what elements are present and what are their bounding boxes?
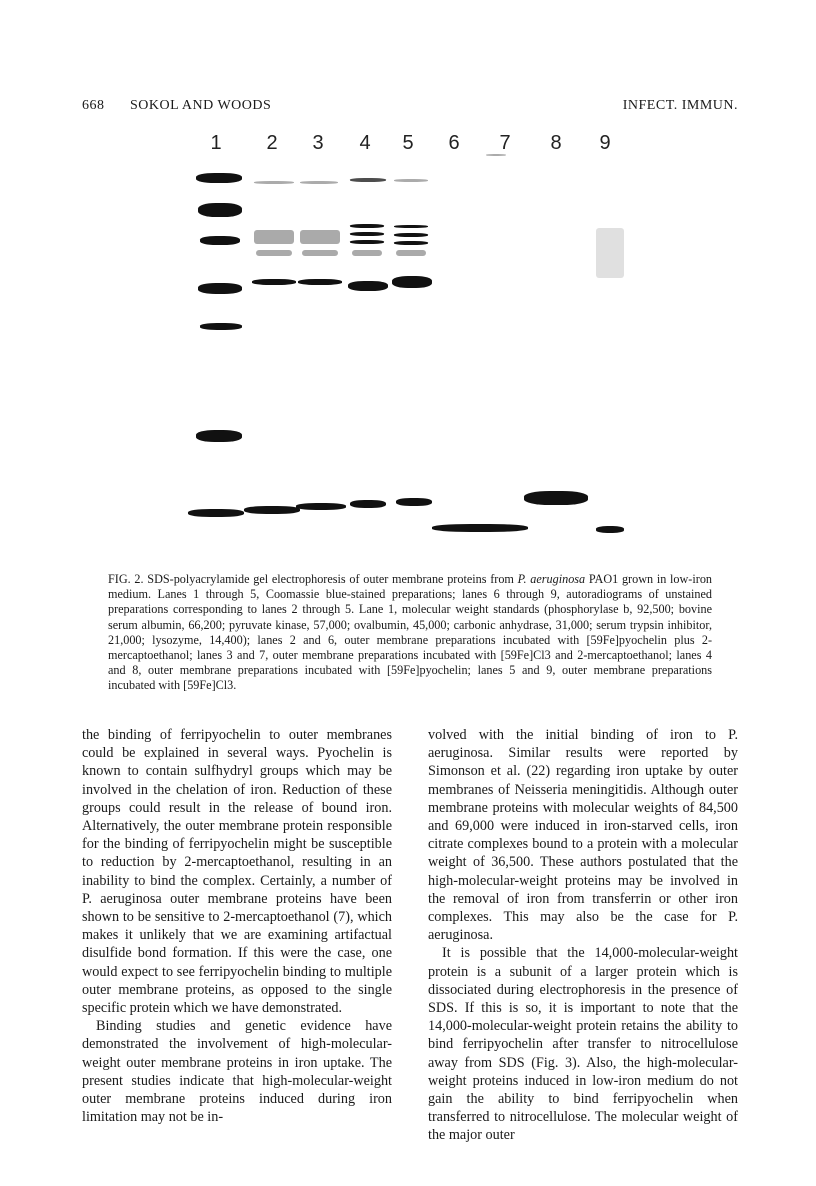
lane-label-3: 3 xyxy=(312,132,324,154)
caption-label: FIG. 2. xyxy=(108,572,144,586)
lane3-band xyxy=(300,230,340,244)
lane3-band xyxy=(298,279,342,285)
lane3-band xyxy=(302,250,338,256)
lane1-band xyxy=(198,203,242,217)
lane5-band xyxy=(394,225,428,228)
figure-caption xyxy=(108,572,712,694)
lane2-band xyxy=(252,279,296,285)
gel-figure xyxy=(180,128,640,548)
running-authors: SOKOL AND WOODS xyxy=(130,98,272,113)
lane1-band xyxy=(196,430,242,442)
lane4-band xyxy=(352,250,382,256)
lane7-band xyxy=(486,154,506,156)
lane2-band xyxy=(256,250,292,256)
lane2-band xyxy=(244,506,300,514)
lane5-band xyxy=(396,250,426,256)
lane1-band xyxy=(198,283,242,294)
lane4-band xyxy=(348,281,388,291)
lane8-band xyxy=(524,491,588,505)
lane1-band xyxy=(200,236,240,245)
lane3-band xyxy=(300,181,338,184)
right-column xyxy=(428,726,738,1145)
left-column xyxy=(82,726,392,1126)
lane4-band xyxy=(350,500,386,508)
lane4-band xyxy=(350,178,386,182)
lane9-band xyxy=(596,228,624,278)
body-paragraph: volved with the initial binding of iron to P. aeruginosa. Similar results were reported by Simonson et al. (22) regarding iron uptake by outer membranes of Neisseria meningitidis. Although outer membrane proteins with molecular weights of 84,500 and 69,000 were induced in iron-starved cells, iron citrate complexes bound to a protein with a molecular weight of 36,500. These authors postulated that the high-molecular-weight proteins may be involved in the removal of iron from transferrin or other iron complexes. This may also be the case for P. aeruginosa. xyxy=(428,727,738,944)
lane1-band xyxy=(188,509,244,517)
lane3-band xyxy=(296,503,346,510)
lane5-band xyxy=(394,179,428,182)
lane4-band xyxy=(350,224,384,228)
body-paragraph: Binding studies and genetic evidence have demonstrated the involvement of high-molecular-weight outer membrane proteins in iron uptake. The present studies indicate that high-molecular-weight outer membrane proteins induced during iron limitation may not be in- xyxy=(82,1018,392,1126)
lane-label-8: 8 xyxy=(550,132,562,154)
lane-label-1: 1 xyxy=(210,132,222,154)
lane2-band xyxy=(254,181,294,184)
lane4-band xyxy=(350,232,384,236)
body-paragraph: It is possible that the 14,000-molecular-weight protein is a subunit of a larger protein which is dissociated during electrophoresis in the presence of SDS. If this is so, it is important to note that the 14,000-molecular-weight protein retains the ability to bind ferripyochelin after transfer to nitrocellulose away from SDS (Fig. 3). Also, the high-molecular-weight proteins induced in low-iron medium do not gain the ability to bind ferripyochelin when transferred to nitrocellulose. The molecular weight of the major outer xyxy=(428,945,738,1144)
body-paragraph: the binding of ferripyochelin to outer membranes could be explained in several ways. Pyochelin is known to contain sulfhydryl groups which may be involved in the chelation of iron. Reduction of these groups could result in the release of bound iron. Alternatively, the outer membrane protein responsible for the binding of ferripyochelin might be susceptible to reduction by 2-mercaptoethanol, resulting in an inability to bind the complex. Certainly, a number of P. aeruginosa outer membrane proteins have been shown to be sensitive to 2-mercaptoethanol (7), which makes it unlikely that we are examining artifactual disulfide bond formation. If this were the case, one would expect to see ferripyochelin binding to multiple outer membrane proteins, as opposed to the single specific protein which we have demonstrated. xyxy=(82,727,392,1017)
lane-label-4: 4 xyxy=(359,132,371,154)
page-number: 668 xyxy=(82,98,105,113)
journal-name: INFECT. IMMUN. xyxy=(622,98,738,113)
lane4-band xyxy=(350,240,384,244)
lane-label-7: 7 xyxy=(499,132,511,154)
lane5-band xyxy=(394,233,428,237)
lane2-band xyxy=(254,230,294,244)
lane1-band xyxy=(200,323,242,330)
running-header xyxy=(82,98,738,118)
caption-text-after-italic: PAO1 grown in low-iron medium. Lanes 1 through 5, Coomassie blue-stained preparations; lanes 6 through 9, autoradiograms of unstained preparations corresponding to lanes 2 through 5. Lane 1, molecular weight standards (phosphorylase b, 92,500; bovine serum albumin, 66,200; pyruvate kinase, 57,000; ovalbumin, 45,000; carbonic anhydrase, 31,000; serum trypsin inhibitor, 21,000; lysozyme, 14,400); lanes 2 and 6, outer membrane preparations incubated with [59Fe]pyochelin plus 2-mercaptoethanol; lanes 3 and 7, outer membrane preparations incubated with [59Fe]Cl3 and 2-mercaptoethanol; lanes 4 and 8, outer membrane preparations incubated with [59Fe]pyochelin; lanes 5 and 9, outer membrane preparations incubated with [59Fe]Cl3. xyxy=(108,572,713,693)
lane5-band xyxy=(392,276,432,288)
caption-organism: P. aeruginosa xyxy=(517,572,586,586)
lane-label-6: 6 xyxy=(448,132,460,154)
lane-label-5: 5 xyxy=(402,132,414,154)
lane1-band xyxy=(196,173,242,183)
lane-label-2: 2 xyxy=(266,132,278,154)
lane5-band xyxy=(396,498,432,506)
lane6-band xyxy=(432,524,528,532)
lane5-band xyxy=(394,241,428,245)
lane9-band xyxy=(596,526,624,533)
caption-text-before-italic: SDS-polyacrylamide gel electrophoresis of outer membrane proteins from xyxy=(147,572,518,586)
lane-label-9: 9 xyxy=(599,132,611,154)
